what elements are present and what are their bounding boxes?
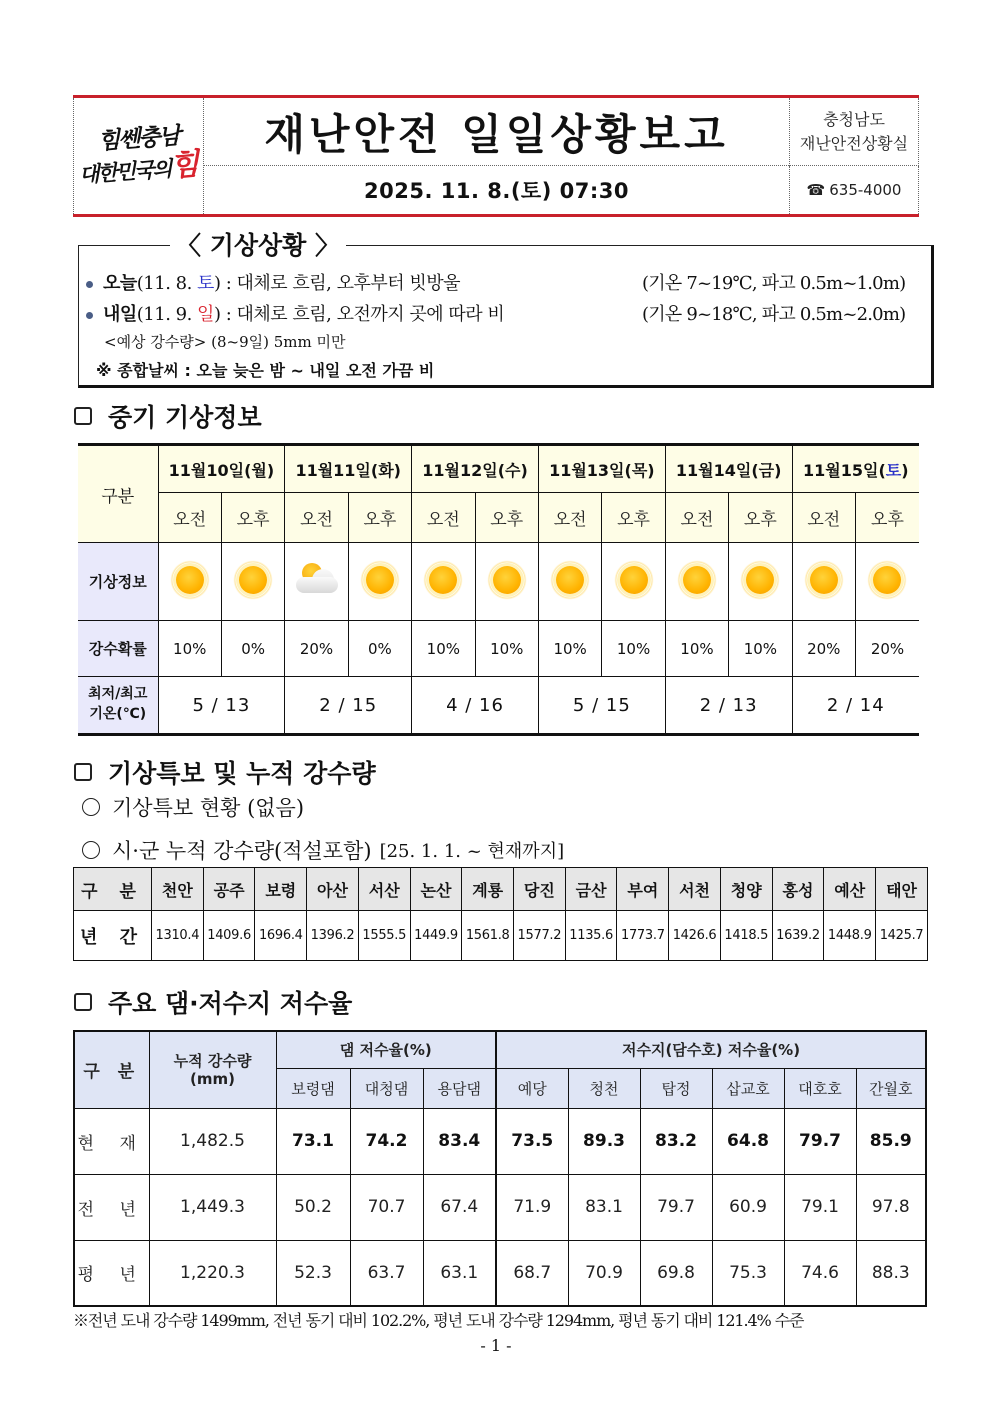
reservoir-value: 64.8 xyxy=(712,1108,784,1174)
tomorrow-weekday: 일 xyxy=(197,304,214,325)
pm-label: 오후 xyxy=(855,493,919,543)
sunny-icon xyxy=(429,566,457,594)
rain-prob-cell: 10% xyxy=(665,621,728,677)
pm-label: 오후 xyxy=(348,493,411,543)
reservoir-value: 69.8 xyxy=(640,1240,712,1306)
temp-cell: 5 / 13 xyxy=(158,677,285,735)
rain-value: 1448.9 xyxy=(824,911,876,961)
alerts-section-heading xyxy=(74,754,376,790)
dam-value: 74.2 xyxy=(350,1108,423,1174)
accum-value: 1,449.3 xyxy=(149,1174,276,1240)
phone-number: 635-4000 xyxy=(829,181,902,199)
rain-prob-cell: 10% xyxy=(729,621,792,677)
dam-header: 보령댐 xyxy=(276,1068,350,1108)
rain-value: 1409.6 xyxy=(203,911,255,961)
today-label: 오늘 xyxy=(103,273,137,294)
reservoir-value: 70.9 xyxy=(568,1240,640,1306)
rain-row-label: 년 간 xyxy=(74,911,152,961)
reservoir-value: 79.7 xyxy=(784,1108,856,1174)
pm-label: 오후 xyxy=(475,493,538,543)
row-label-rain-prob: 강수확률 xyxy=(78,621,158,677)
reservoir-value: 68.7 xyxy=(496,1240,568,1306)
logo-line2-prefix: 대한민국의 xyxy=(78,155,172,188)
region-header: 논산 xyxy=(410,868,462,911)
region-header: 서천 xyxy=(669,868,721,911)
circle-bullet-icon xyxy=(82,841,100,859)
alert-status xyxy=(82,792,304,822)
accum-header: 누적 강수량 (mm) xyxy=(149,1031,276,1108)
page-number: - 1 - xyxy=(480,1336,512,1355)
weather-cell xyxy=(412,543,475,621)
sunny-icon xyxy=(620,566,648,594)
today-detail: (기온 7~19℃, 파고 0.5m~1.0m) xyxy=(642,273,906,294)
rain-value: 1577.2 xyxy=(514,911,566,961)
sunny-icon xyxy=(239,566,267,594)
rain-value: 1425.7 xyxy=(876,911,928,961)
rain-value: 1449.9 xyxy=(410,911,462,961)
dam-value: 70.7 xyxy=(350,1174,423,1240)
region-header: 아산 xyxy=(307,868,359,911)
organization xyxy=(789,98,919,166)
reservoir-value: 71.9 xyxy=(496,1174,568,1240)
rain-value: 1418.5 xyxy=(720,911,772,961)
rain-prob-cell: 10% xyxy=(538,621,601,677)
rain-accum-range: [25. 1. 1. ~ 현재까지] xyxy=(379,841,565,862)
tomorrow-desc: : 대체로 흐림, 오전까지 곳에 따라 비 xyxy=(220,304,505,325)
sunny-icon xyxy=(366,566,394,594)
rain-prob-cell: 10% xyxy=(158,621,221,677)
rain-accum-title: 시·군 누적 강수량(적설포함) xyxy=(112,839,372,863)
rain-value: 1639.2 xyxy=(772,911,824,961)
rain-prob-cell: 20% xyxy=(285,621,348,677)
reservoir-value: 73.5 xyxy=(496,1108,568,1174)
dam-value: 52.3 xyxy=(276,1240,350,1306)
reservoir-section-title: 주요 댐·저수지 저수율 xyxy=(108,989,353,1018)
reservoir-header: 탑정 xyxy=(640,1068,712,1108)
reservoir-table xyxy=(73,1030,927,1307)
row-label-weather: 기상정보 xyxy=(78,543,158,621)
region-header: 천안 xyxy=(152,868,204,911)
reservoir-value: 83.2 xyxy=(640,1108,712,1174)
today-desc: : 대체로 흐림, 오후부터 빗방울 xyxy=(220,273,461,294)
partly-cloudy-icon xyxy=(294,563,340,597)
weather-cell xyxy=(158,543,221,621)
today-date-suffix: ) xyxy=(213,273,221,294)
report-datetime: 2025. 11. 8.(토) 07:30 xyxy=(364,179,629,203)
today-weekday: 토 xyxy=(197,273,214,294)
reservoir-value: 75.3 xyxy=(712,1240,784,1306)
day-header: 11월12일(수) xyxy=(412,445,539,493)
day-header: 11월11일(화) xyxy=(285,445,412,493)
reservoir-value: 85.9 xyxy=(856,1108,926,1174)
logo xyxy=(73,98,204,214)
dam-value: 67.4 xyxy=(423,1174,496,1240)
temp-cell: 2 / 13 xyxy=(665,677,792,735)
weather-cell xyxy=(221,543,284,621)
rain-value: 1773.7 xyxy=(617,911,669,961)
accum-value: 1,482.5 xyxy=(149,1108,276,1174)
weather-cell xyxy=(348,543,411,621)
alert-status-text: 기상특보 현황 (없음) xyxy=(112,796,305,820)
expected-rain: <예상 강수량> (8~9일) 5mm 미만 xyxy=(104,333,346,351)
am-label: 오전 xyxy=(538,493,601,543)
am-label: 오전 xyxy=(792,493,855,543)
dam-value: 50.2 xyxy=(276,1174,350,1240)
forecast-table xyxy=(78,443,919,736)
temp-cell: 4 / 16 xyxy=(412,677,539,735)
pm-label: 오후 xyxy=(729,493,792,543)
dam-group-header: 댐 저수율(%) xyxy=(276,1031,496,1068)
rain-prob-cell: 20% xyxy=(792,621,855,677)
dam-value: 63.7 xyxy=(350,1240,423,1306)
reservoir-value: 79.7 xyxy=(640,1174,712,1240)
region-header: 당진 xyxy=(514,868,566,911)
checkbox-square-icon xyxy=(74,993,92,1011)
bullet-icon xyxy=(86,281,93,288)
rain-prob-cell: 10% xyxy=(412,621,475,677)
rain-header-label: 구 분 xyxy=(74,868,152,911)
logo-line2-accent: 힘 xyxy=(169,146,199,184)
tomorrow-date: (11. 9. xyxy=(136,304,198,325)
region-header: 예산 xyxy=(824,868,876,911)
reservoir-header: 청천 xyxy=(568,1068,640,1108)
logo-line1: 힘쎈충남 xyxy=(97,121,180,155)
rain-value: 1310.4 xyxy=(152,911,204,961)
tomorrow-date-suffix: ) xyxy=(213,304,221,325)
weather-cell xyxy=(538,543,601,621)
rain-value: 1426.6 xyxy=(669,911,721,961)
dam-value: 73.1 xyxy=(276,1108,350,1174)
sunny-icon xyxy=(683,566,711,594)
pm-label: 오후 xyxy=(221,493,284,543)
phone-icon: ☎ xyxy=(806,181,826,199)
weather-cell xyxy=(665,543,728,621)
weather-tomorrow xyxy=(86,300,504,326)
reservoir-value: 60.9 xyxy=(712,1174,784,1240)
reservoir-header: 삽교호 xyxy=(712,1068,784,1108)
checkbox-square-icon xyxy=(74,763,92,781)
dam-header: 대청댐 xyxy=(350,1068,423,1108)
corner-label: 구분 xyxy=(78,445,158,543)
region-header: 청양 xyxy=(720,868,772,911)
weather-today xyxy=(86,269,460,295)
rain-value: 1555.5 xyxy=(358,911,410,961)
weather-cell xyxy=(475,543,538,621)
table-row xyxy=(74,1174,926,1240)
region-header: 금산 xyxy=(565,868,617,911)
sunny-icon xyxy=(746,566,774,594)
forecast-section-heading xyxy=(74,398,262,434)
sunny-icon xyxy=(493,566,521,594)
day-header: 11월13일(목) xyxy=(538,445,665,493)
phone-contact xyxy=(789,166,919,214)
checkbox-square-icon xyxy=(74,407,92,425)
tomorrow-label: 내일 xyxy=(103,304,137,325)
rain-prob-cell: 20% xyxy=(855,621,919,677)
temp-cell: 2 / 15 xyxy=(285,677,412,735)
rain-prob-cell: 0% xyxy=(221,621,284,677)
weather-cell xyxy=(602,543,665,621)
day-header: 11월14일(금) xyxy=(665,445,792,493)
rain-prob-cell: 0% xyxy=(348,621,411,677)
reservoir-header: 간월호 xyxy=(856,1068,926,1108)
accum-value: 1,220.3 xyxy=(149,1240,276,1306)
weather-cell xyxy=(855,543,919,621)
region-header: 부여 xyxy=(617,868,669,911)
am-label: 오전 xyxy=(412,493,475,543)
pm-label: 오후 xyxy=(602,493,665,543)
category-header: 구 분 xyxy=(74,1031,149,1108)
dam-value: 63.1 xyxy=(423,1240,496,1306)
weather-summary: ※ 종합날씨 : 오늘 늦은 밤 ~ 내일 오전 가끔 비 xyxy=(96,361,435,380)
rain-value: 1396.2 xyxy=(307,911,359,961)
region-header: 계룡 xyxy=(462,868,514,911)
reservoir-value: 83.1 xyxy=(568,1174,640,1240)
reservoir-header: 예당 xyxy=(496,1068,568,1108)
reservoir-value: 88.3 xyxy=(856,1240,926,1306)
region-header: 보령 xyxy=(255,868,307,911)
org-line1: 충청남도 xyxy=(823,109,885,129)
region-header: 홍성 xyxy=(772,868,824,911)
rainfall-table xyxy=(73,867,928,961)
reservoir-value: 74.6 xyxy=(784,1240,856,1306)
bullet-icon xyxy=(86,312,93,319)
sunny-icon xyxy=(873,566,901,594)
reservoir-header: 대호호 xyxy=(784,1068,856,1108)
alerts-section-title: 기상특보 및 누적 강수량 xyxy=(108,759,376,788)
reservoir-value: 89.3 xyxy=(568,1108,640,1174)
dam-value: 83.4 xyxy=(423,1108,496,1174)
table-row xyxy=(74,1108,926,1174)
dam-header: 용담댐 xyxy=(423,1068,496,1108)
saturday-weekday: 토 xyxy=(885,460,902,480)
row-label: 평 년 xyxy=(74,1240,149,1306)
rain-value: 1561.8 xyxy=(462,911,514,961)
row-label: 현 재 xyxy=(74,1108,149,1174)
circle-bullet-icon xyxy=(82,798,100,816)
am-label: 오전 xyxy=(285,493,348,543)
tomorrow-detail: (기온 9~18℃, 파고 0.5m~2.0m) xyxy=(642,304,906,325)
footnote: ※전년 도내 강수량 1499mm, 전년 동기 대비 102.2%, 평년 도내 강수량 1294mm, 평년 동기 대비 121.4% 수준 xyxy=(73,1311,804,1330)
row-label: 전 년 xyxy=(74,1174,149,1240)
reservoir-value: 79.1 xyxy=(784,1174,856,1240)
sunny-icon xyxy=(556,566,584,594)
weather-cell xyxy=(792,543,855,621)
weather-cell xyxy=(285,543,348,621)
day-header: 11월15일(토) xyxy=(792,445,919,493)
temp-cell: 5 / 15 xyxy=(538,677,665,735)
row-label-temp: 최저/최고 기온(℃) xyxy=(78,677,158,735)
report-header xyxy=(73,95,919,217)
org-line2: 재난안전상황실 xyxy=(799,133,909,153)
am-label: 오전 xyxy=(158,493,221,543)
reservoir-section-heading xyxy=(74,984,352,1020)
rain-value: 1135.6 xyxy=(565,911,617,961)
rain-accum-heading xyxy=(82,835,564,865)
day-header: 11월10일(월) xyxy=(158,445,285,493)
region-header: 태안 xyxy=(876,868,928,911)
region-header: 공주 xyxy=(203,868,255,911)
today-date: (11. 8. xyxy=(136,273,198,294)
sunny-icon xyxy=(176,566,204,594)
forecast-section-title: 중기 기상정보 xyxy=(108,403,262,432)
sunny-icon xyxy=(810,566,838,594)
temp-cell: 2 / 14 xyxy=(792,677,919,735)
table-row xyxy=(74,1240,926,1306)
weather-title: 〈 기상상황 〉 xyxy=(170,226,346,262)
region-header: 서산 xyxy=(358,868,410,911)
rain-prob-cell: 10% xyxy=(475,621,538,677)
rain-prob-cell: 10% xyxy=(602,621,665,677)
page-title: 재난안전 일일상황보고 xyxy=(204,98,789,166)
weather-cell xyxy=(729,543,792,621)
rain-value: 1696.4 xyxy=(255,911,307,961)
reservoir-group-header: 저수지(담수호) 저수율(%) xyxy=(496,1031,926,1068)
logo-line2 xyxy=(78,148,199,191)
reservoir-value: 97.8 xyxy=(856,1174,926,1240)
am-label: 오전 xyxy=(665,493,728,543)
